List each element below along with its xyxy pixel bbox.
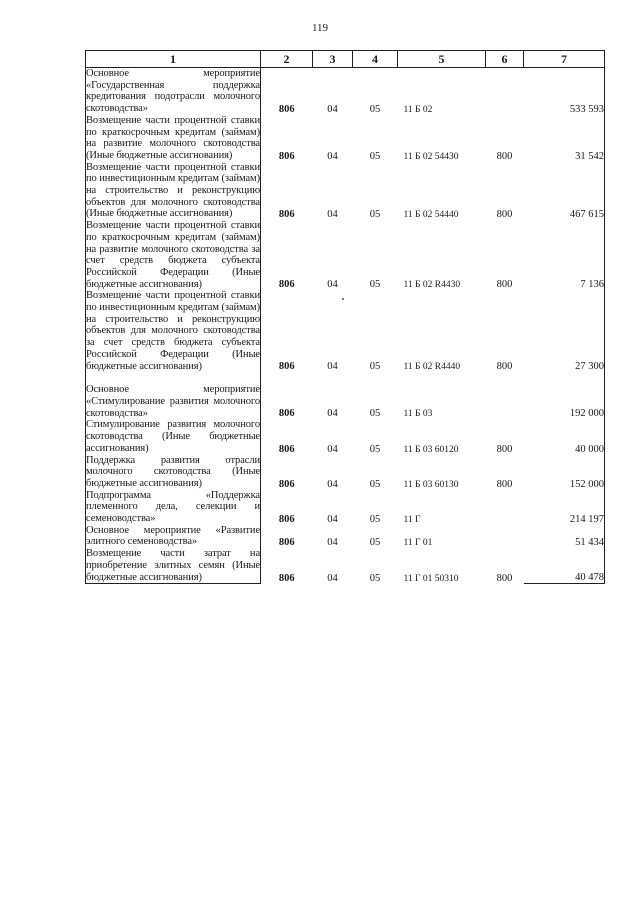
row-ministry-code: 806: [278, 572, 295, 584]
row-ministry-code: 806: [278, 443, 295, 455]
row-name: Возмещение части процентной ставки по краткосрочным кредитам (займам) на развитие молочного скотоводства (Иные бюджетные ассигнования): [86, 114, 260, 161]
table-row: [86, 372, 605, 419]
row-section: 04: [327, 361, 338, 373]
row-subsection: 05: [369, 279, 381, 291]
row-expense-type: [486, 372, 524, 419]
row-amount: 40 478: [524, 548, 605, 584]
row-subsection: 05: [369, 513, 381, 525]
row-subsection: 05: [369, 361, 381, 373]
header-col-1: 1: [86, 51, 261, 68]
row-name: Поддержка развития отрасли молочного скотоводства (Иные бюджетные ассигнования): [86, 454, 260, 489]
row-expense-type: [486, 525, 524, 548]
row-target-article: 11 Б 02 54440: [403, 210, 459, 221]
row-ministry-code: 806: [278, 279, 295, 291]
row-ministry-code: 806: [278, 408, 295, 420]
header-col-6: 6: [486, 51, 524, 68]
row-ministry-code: 806: [278, 103, 295, 115]
row-amount: 27 300: [524, 290, 605, 372]
row-target-article: 11 Б 02: [403, 104, 433, 115]
row-subsection: 05: [369, 572, 381, 584]
row-subsection: 05: [369, 443, 381, 455]
header-col-4: 4: [353, 51, 398, 68]
header-col-2: 2: [261, 51, 313, 68]
row-subsection: 05: [369, 408, 381, 420]
row-expense-type: 800: [496, 150, 513, 162]
row-target-article: 11 Б 03: [403, 409, 433, 420]
row-expense-type: 800: [496, 443, 513, 455]
row-name: Стимулирование развития молочного скотоводства (Иные бюджетные ассигнования): [86, 419, 260, 454]
row-section: 04: [327, 150, 338, 162]
row-name: Возмещение части затрат на приобретение элитных семян (Иные бюджетные ассигнования): [86, 548, 260, 583]
row-expense-type: 800: [496, 279, 513, 291]
row-ministry-code: 806: [278, 209, 295, 221]
row-subsection: 05: [369, 209, 381, 221]
table-row: [86, 525, 605, 548]
row-name: Основное мероприятие «Развитие элитного семеноводства»: [86, 524, 260, 548]
row-name: Подпрограмма «Поддержка племенного дела, селекции и семеноводства»: [86, 489, 260, 525]
table-row: [86, 68, 605, 115]
row-ministry-code: 806: [278, 537, 295, 549]
row-name: Основное мероприятие «Стимулирование развития молочного скотоводства»: [86, 372, 261, 419]
row-section: 04: [327, 443, 338, 455]
header-col-3: 3: [313, 51, 353, 68]
row-name: Возмещение части процентной ставки по инвестиционным кредитам (займам) на строительство и реконструкцию объектов для молочного скотоводства за счет средств бюджета субъекта Российской Федерации (Иные бюджетные ассигнования): [86, 290, 260, 372]
table-row: [86, 290, 605, 372]
row-name: Возмещение части процентной ставки по краткосрочным кредитам (займам) на развитие молочного скотоводства за счет средств бюджета субъекта Российской Федерации (Иные бюджетные ассигнования): [86, 220, 260, 290]
row-subsection: 05: [369, 537, 381, 549]
table-row: [86, 455, 605, 490]
row-target-article: 11 Б 02 R4430: [403, 280, 461, 291]
row-subsection: 05: [369, 478, 381, 490]
row-section: 04: [327, 537, 338, 549]
row-section: 04: [327, 513, 338, 525]
row-amount: 7 136: [524, 220, 605, 290]
row-section: 04: [327, 279, 338, 291]
row-expense-type: [486, 490, 524, 525]
row-target-article: 11 Б 02 R4440: [403, 362, 461, 373]
row-amount: 214 197: [524, 490, 605, 525]
row-section: 04: [327, 103, 338, 115]
row-name: Основное мероприятие «Государственная поддержка кредитования подотрасли молочного скотоводства»: [86, 68, 260, 115]
table-row: [86, 548, 605, 584]
row-subsection: 05: [369, 150, 381, 162]
table-row: [86, 419, 605, 454]
table-row: [86, 490, 605, 525]
row-amount: 40 000: [524, 419, 605, 454]
row-ministry-code: 806: [278, 150, 295, 162]
row-subsection: 05: [369, 103, 381, 115]
row-target-article: 11 Б 02 54430: [403, 151, 459, 162]
scan-speck: [342, 298, 344, 300]
table-row: [86, 162, 605, 221]
row-expense-type: 800: [496, 572, 513, 584]
row-ministry-code: 806: [278, 513, 295, 525]
row-section: 04: [327, 408, 338, 420]
row-amount: 192 000: [524, 372, 605, 419]
header-row: [86, 51, 605, 68]
row-amount: 152 000: [524, 455, 605, 490]
header-col-5: 5: [398, 51, 486, 68]
row-expense-type: 800: [496, 209, 513, 221]
row-amount: 51 434: [524, 525, 605, 548]
row-section: 04: [327, 209, 338, 221]
row-target-article: 11 Б 03 60120: [403, 444, 459, 455]
row-expense-type: [486, 68, 524, 115]
row-target-article: 11 Г 01: [403, 538, 433, 549]
row-expense-type: 800: [496, 478, 513, 490]
row-target-article: 11 Г: [403, 514, 421, 525]
row-ministry-code: 806: [278, 478, 295, 490]
table-row: [86, 220, 605, 290]
row-ministry-code: 806: [278, 361, 295, 373]
row-target-article: 11 Г 01 50310: [403, 573, 459, 584]
row-amount: 467 615: [524, 162, 605, 221]
row-amount: 533 593: [524, 68, 605, 115]
page-number: 119: [311, 22, 329, 34]
row-expense-type: 800: [496, 361, 513, 373]
row-section: 04: [327, 572, 338, 584]
row-amount: 31 542: [524, 115, 605, 162]
table-row: [86, 115, 605, 162]
row-name: Возмещение части процентной ставки по инвестиционным кредитам (займам) на строительство и реконструкцию объектов для молочного скотоводства (Иные бюджетные ассигнования): [86, 161, 260, 220]
row-section: 04: [327, 478, 338, 490]
row-target-article: 11 Б 03 60130: [403, 479, 459, 490]
header-col-7: 7: [524, 51, 605, 68]
budget-table: [85, 50, 605, 584]
